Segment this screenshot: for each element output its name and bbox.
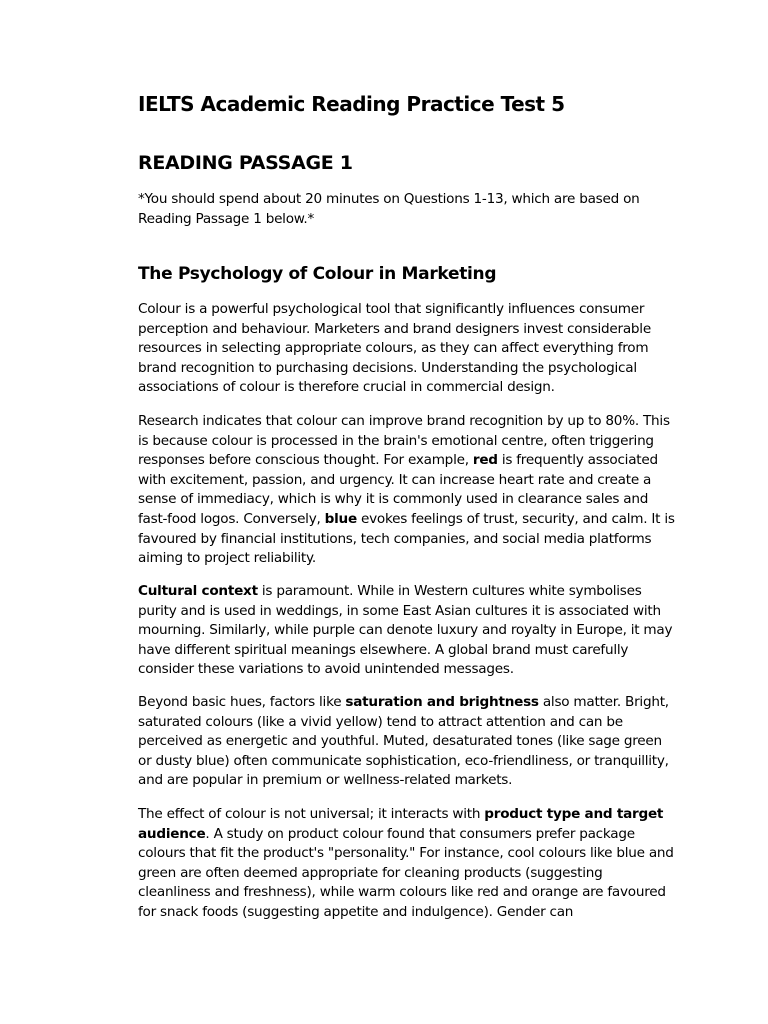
article-title: The Psychology of Colour in Marketing <box>138 264 497 284</box>
paragraph-5 <box>138 805 678 923</box>
paragraph-4-text-1: Beyond basic hues, factors like <box>138 694 346 710</box>
paragraph-4-bold-saturation: saturation and brightness <box>345 694 539 710</box>
paragraph-5-text-1: The effect of colour is not universal; it interacts with <box>138 806 485 822</box>
paragraph-2-text-3: evokes feelings of trust, security, and calm. It is favoured by financial institutions, tech companies, and social media platforms aiming to project reliability. <box>138 510 675 567</box>
paragraph-3-text-1: is paramount. While in Western cultures white symbolises purity and is used in weddings, in some East Asian cultures it is associated with mourning. Similarly, while purple can denote luxury and royalty in Europe, it may have different spiritual meanings elsewhere. A global brand must carefully consider these variations to avoid unintended messages. <box>138 583 673 678</box>
document-title: IELTS Academic Reading Practice Test 5 <box>138 92 565 116</box>
paragraph-2 <box>138 412 678 569</box>
paragraph-3-bold-cultural-context: Cultural context <box>138 583 258 599</box>
paragraph-4 <box>138 693 678 791</box>
paragraph-3 <box>138 582 678 680</box>
paragraph-2-bold-blue: blue <box>324 510 357 527</box>
passage-heading: READING PASSAGE 1 <box>138 152 353 174</box>
paragraph-2-text-2: is frequently associated with excitement, passion, and urgency. It can increase heart rate and create a sense of immediacy, which is why it is commonly used in clearance sales and fast-food logos. Conversely, <box>138 452 658 527</box>
instructions-text: *You should spend about 20 minutes on Questions 1-13, which are based on Reading Passage 1 below.* <box>138 191 640 227</box>
paragraph-5-text-2: . A study on product colour found that consumers prefer package colours that fit the product's "personality." For instance, cool colours like blue and green are often deemed appropriate for cleaning products (suggesting cleanliness and freshness), while warm colours like red and orange are favoured for snack foods (suggesting appetite and indulgence). Gender can <box>138 825 674 920</box>
paragraph-5-bold-product-type: product type and target audience <box>138 806 664 842</box>
paragraph-4-text-2: also matter. Bright, saturated colours (like a vivid yellow) tend to attract attention and can be perceived as energetic and youthful. Muted, desaturated tones (like sage green or dusty blue) often communicate sophistication, eco-friendliness, or tranquillity, and are popular in premium or wellness-related markets. <box>138 694 669 789</box>
paragraph-2-bold-red: red <box>472 452 498 469</box>
paragraph-1: Colour is a powerful psychological tool that significantly influences consumer perception and behaviour. Marketers and brand designers invest considerable resources in selecting appropriate colours, as they can affect everything from brand recognition to purchasing decisions. Understanding the psychological associations of colour is therefore crucial in commercial design. <box>138 301 651 396</box>
paragraph-2-text-1: Research indicates that colour can improve brand recognition by up to 80%. This is because colour is processed in the brain's emotional centre, often triggering responses before conscious thought. For example, <box>138 413 670 469</box>
